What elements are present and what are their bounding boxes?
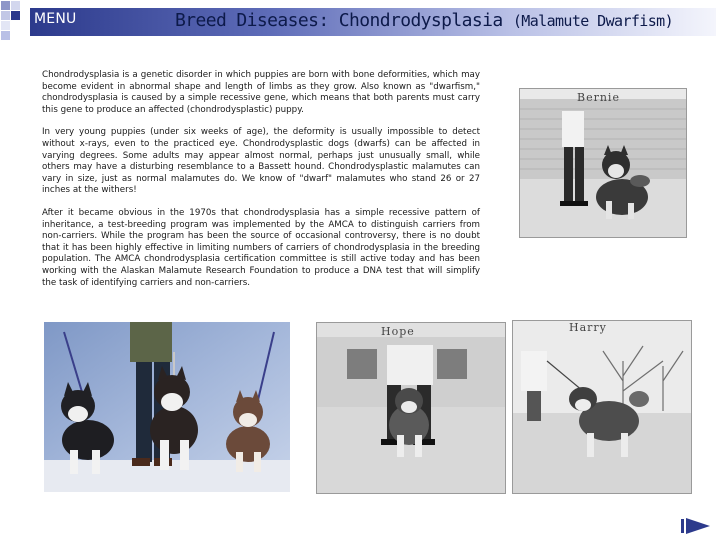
menu-link[interactable]: MENU xyxy=(34,11,77,27)
page-title-main: Breed Diseases: Chondrodysplasia xyxy=(175,10,503,31)
article-paragraph: Chondrodysplasia is a genetic disorder in which puppies are born with bone deformities, which may become evident in abnormal shape and length of limbs as they grow. Also known as "dwarfism," chondrodysplasia is caused by a simple recessive gene, which means that both parents must carry this gene to produce an affected (chondrodysplastic) puppy. xyxy=(42,70,480,115)
decorative-squares xyxy=(0,0,34,48)
next-slide-arrow-icon[interactable] xyxy=(686,518,710,534)
bernie-photo xyxy=(519,88,687,238)
hope-caption: Hope xyxy=(381,325,415,338)
three-dogs-photo xyxy=(44,322,290,492)
bernie-caption: Bernie xyxy=(577,91,620,104)
harry-photo xyxy=(512,320,692,494)
article-paragraph: In very young puppies (under six weeks of age), the deformity is usually impossible to detect without x-rays, even to the practiced eye. Chondrodysplastic dogs (dwarfs) can be affected in varying degrees. Some adults may appear almost normal, perhaps just unusually small, while others may have a disturbing resemblance to a Bassett hound. Chondrodysplastic malamutes can vary in size, just as normal malamutes do. We know of "dwarf" malamutes who stand 26 or 27 inches at the withers! xyxy=(42,127,480,196)
header-bar xyxy=(30,8,716,36)
page-title-sub: (Malamute Dwarfism) xyxy=(512,12,674,30)
article-paragraph: After it became obvious in the 1970s that chondrodysplasia has a simple recessive pattern of inheritance, a test-breeding program was implemented by the AMCA to distinguish carriers from non-carriers. While the program has been the source of occasional controversy, there is no doubt that it has been highly effective in limiting numbers of carriers of chondrodysplasia in the breeding population. The AMCA chondrodysplasia certification committee is still active today and has been working with the Alaskan Malamute Research Foundation to produce a DNA test that will simplify the task of identifying carriers and non-carriers. xyxy=(42,207,480,288)
article-body xyxy=(42,70,480,300)
hope-photo xyxy=(316,322,506,494)
harry-caption: Harry xyxy=(569,321,607,334)
slide-navigation xyxy=(681,518,710,534)
page-title xyxy=(175,10,673,31)
nav-end-bar xyxy=(681,519,684,533)
